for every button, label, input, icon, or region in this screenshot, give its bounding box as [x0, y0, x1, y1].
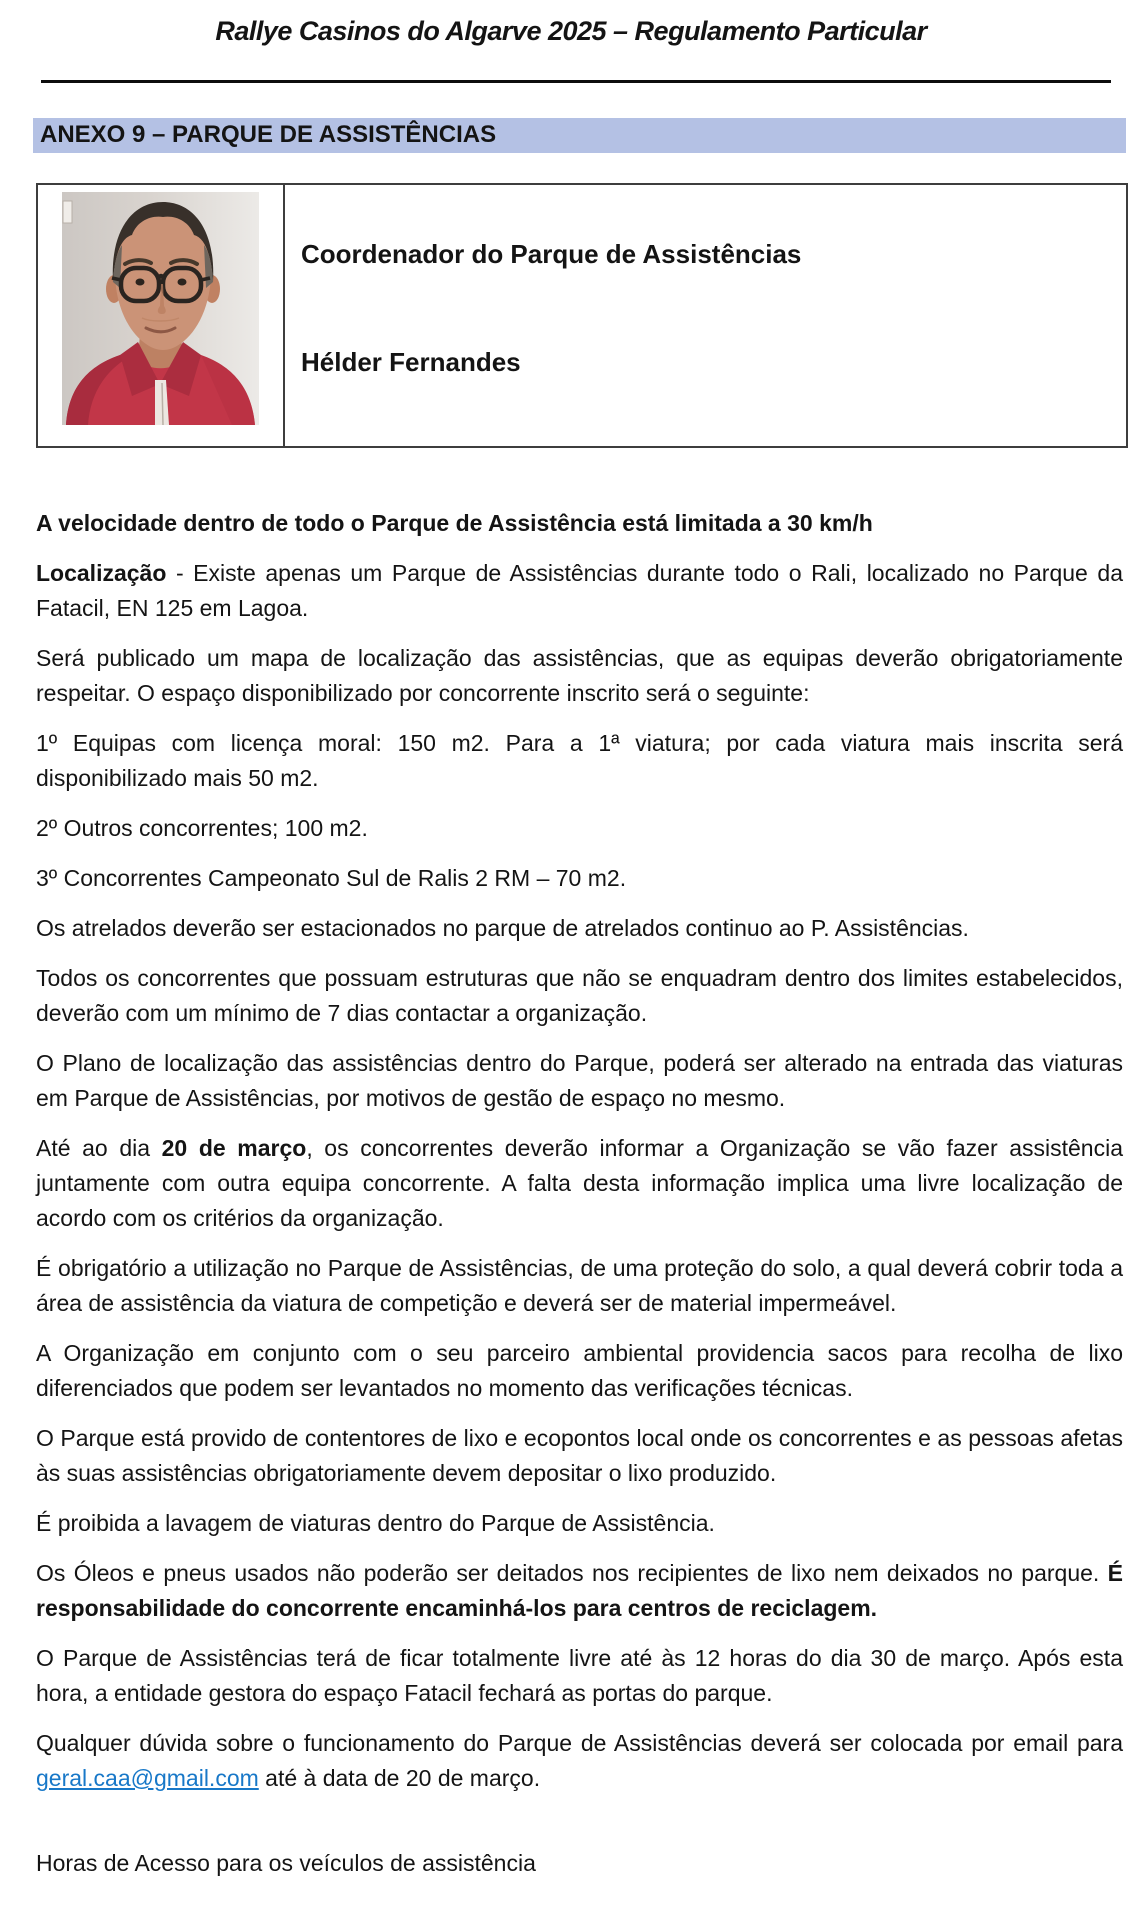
paragraph [36, 1726, 1123, 1796]
paragraph [36, 506, 1123, 541]
text-run: O Parque está provido de contentores de lixo e ecopontos local onde os concorrentes e as pessoas afetas às suas assistências obrigatoriamente devem depositar o lixo produzido. [36, 1425, 1123, 1486]
paragraph [36, 556, 1123, 626]
text-run: 2º Outros concorrentes; 100 m2. [36, 815, 368, 841]
text-run: - Existe apenas um Parque de Assistências durante todo o Rali, localizado no Parque da Fatacil, EN 125 em Lagoa. [36, 560, 1123, 621]
text-run: até à data de 20 de março. [258, 1765, 541, 1791]
coordinator-name: Hélder Fernandes [301, 347, 521, 377]
text-run: É proibida a lavagem de viaturas dentro do Parque de Assistência. [36, 1510, 715, 1536]
paragraphs [36, 506, 1123, 1796]
paragraph [36, 1556, 1123, 1626]
paragraph [36, 726, 1123, 796]
text-run: Todos os concorrentes que possuam estruturas que não se enquadram dentro dos limites estabelecidos, deverão com um mínimo de 7 dias contactar a organização. [36, 965, 1123, 1026]
text-run: Localização [36, 560, 167, 586]
horizontal-rule [41, 80, 1111, 83]
paragraph [36, 811, 1123, 846]
document-title: Rallye Casinos do Algarve 2025 – Regulamento Particular [215, 16, 927, 46]
paragraph [36, 911, 1123, 946]
text-run: 3º Concorrentes Campeonato Sul de Ralis 2 RM – 70 m2. [36, 865, 627, 891]
paragraph [36, 1046, 1123, 1116]
text-run: O Plano de localização das assistências dentro do Parque, poderá ser alterado na entrada das viaturas em Parque de Assistências, por motivos de gestão de espaço no mesmo. [36, 1050, 1123, 1111]
text-run: Qualquer dúvida sobre o funcionamento do Parque de Assistências deverá ser colocada por email para [36, 1730, 1123, 1756]
section-heading: ANEXO 9 – PARQUE DE ASSISTÊNCIAS [33, 118, 1126, 153]
paragraph [36, 641, 1123, 711]
email-link[interactable]: geral.caa@gmail.com [36, 1765, 259, 1791]
text-run: Os atrelados deverão ser estacionados no parque de atrelados continuo ao P. Assistências. [36, 915, 969, 941]
text-run: 20 de março [161, 1135, 307, 1161]
paragraph [36, 861, 1123, 896]
text-run: Será publicado um mapa de localização das assistências, que as equipas deverão obrigatoriamente respeitar. O espaço disponibilizado por concorrente inscrito será o seguinte: [36, 645, 1123, 706]
coordinator-role: Coordenador do Parque de Assistências [301, 239, 802, 269]
coordinator-photo-cell [38, 185, 285, 446]
paragraph [36, 1336, 1123, 1406]
text-run: A velocidade dentro de todo o Parque de Assistência está limitada a 30 km/h [36, 510, 873, 536]
text-run: É obrigatório a utilização no Parque de Assistências, de uma proteção do solo, a qual deverá cobrir toda a área de assistência da viatura de competição e deverá ser de material impermeável. [36, 1255, 1123, 1316]
paragraph [36, 1641, 1123, 1711]
coordinator-info-cell [285, 185, 1126, 446]
text-run: O Parque de Assistências terá de ficar totalmente livre até às 12 horas do dia 30 de março. Após esta hora, a entidade gestora do espaço Fatacil fechará as portas do parque. [36, 1645, 1123, 1706]
text-run: 1º Equipas com licença moral: 150 m2. Para a 1ª viatura; por cada viatura mais inscrita será disponibilizado mais 50 m2. [36, 730, 1123, 791]
text-run: , os concorrentes deverão informar a Organização se vão fazer assistência juntamente com outra equipa concorrente. A falta desta informação implica uma livre localização de acordo com os critérios da organização. [36, 1135, 1123, 1231]
paragraph [36, 1506, 1123, 1541]
paragraph [36, 1251, 1123, 1321]
text-run: Os Óleos e pneus usados não poderão ser deitados nos recipientes de lixo nem deixados no parque. [36, 1560, 1108, 1586]
coordinator-table [36, 183, 1128, 448]
coordinator-photo [62, 192, 259, 425]
access-hours-heading: Horas de Acesso para os veículos de assistência [36, 1850, 536, 1876]
text-run: A Organização em conjunto com o seu parceiro ambiental providencia sacos para recolha de lixo diferenciados que podem ser levantados no momento das verificações técnicas. [36, 1340, 1123, 1401]
paragraph [36, 1131, 1123, 1236]
paragraph [36, 1421, 1123, 1491]
text-run: Até ao dia [36, 1135, 162, 1161]
text-run: É responsabilidade do concorrente encaminhá-los para centros de reciclagem. [36, 1560, 1123, 1621]
paragraph [36, 961, 1123, 1031]
